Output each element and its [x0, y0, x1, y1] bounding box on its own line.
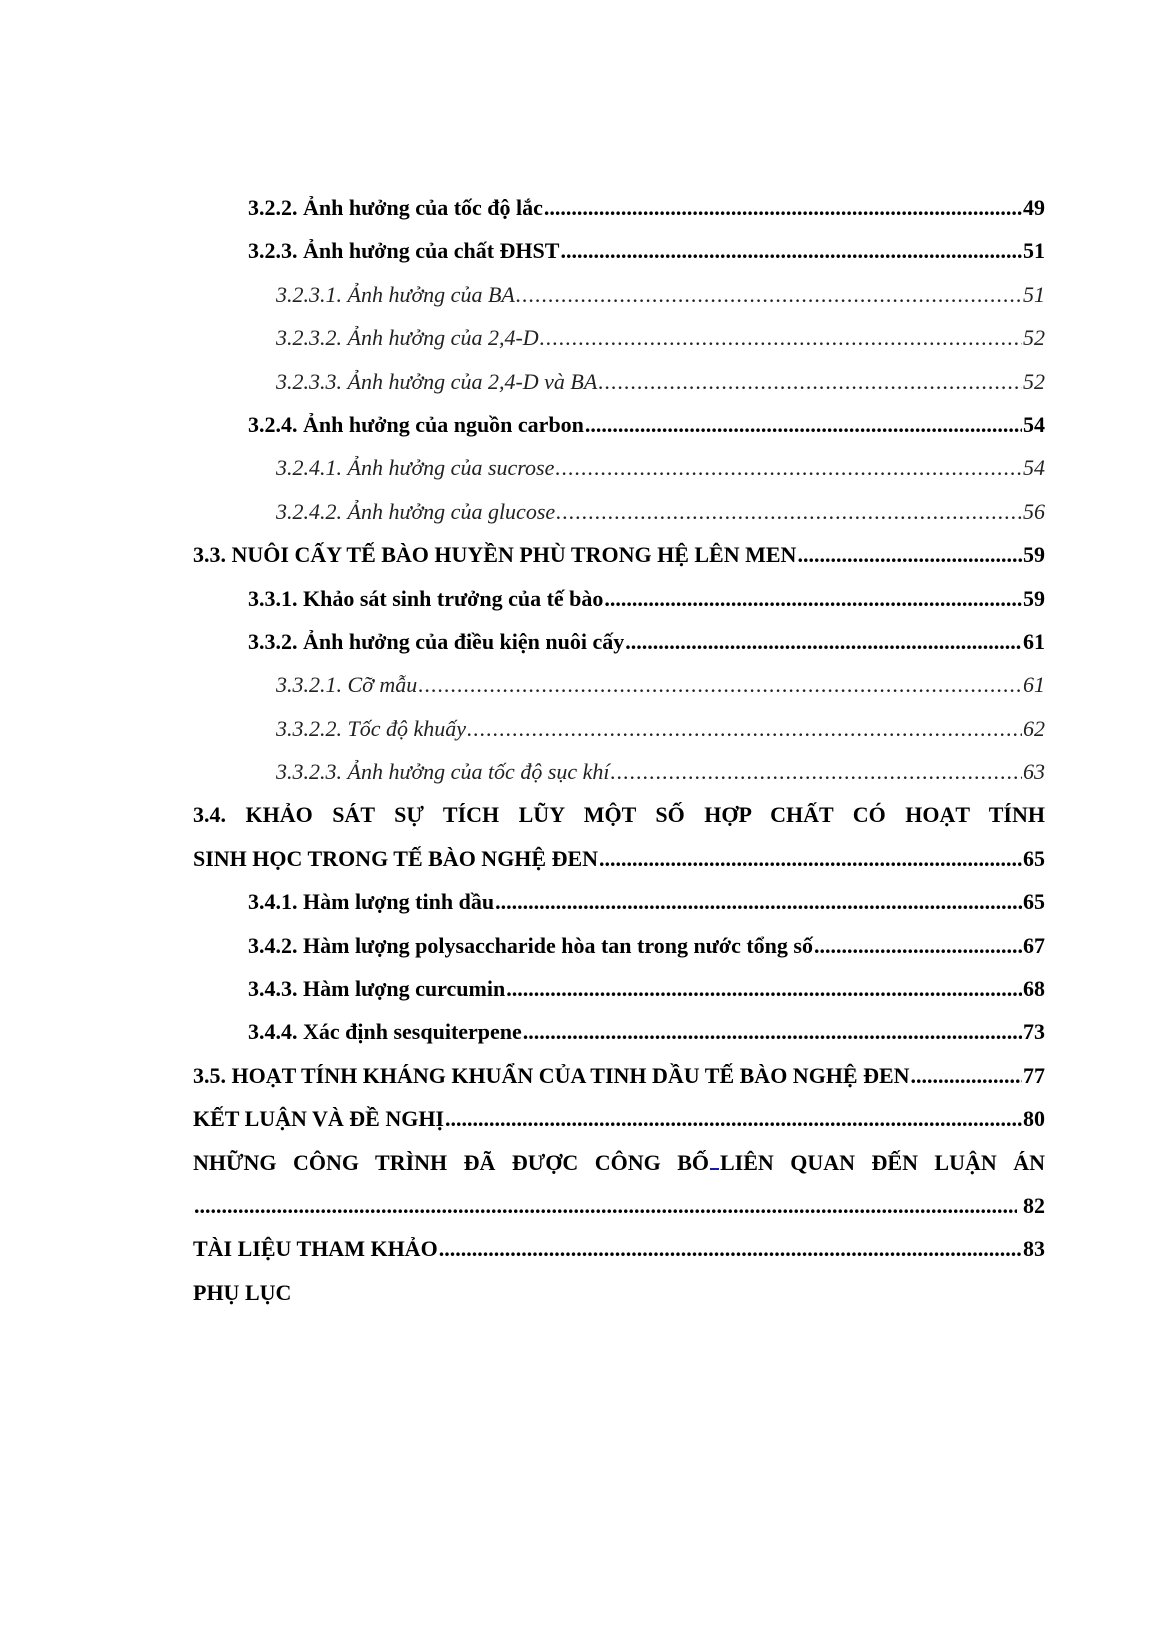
dot-leader [523, 1010, 1022, 1053]
dot-leader [598, 360, 1022, 403]
toc-entry-page: 65 [1023, 889, 1045, 915]
toc-entry-page: 61 [1023, 628, 1045, 654]
toc-entry[interactable] [193, 273, 1045, 316]
toc-entry-title: 3.4. KHẢO SÁT SỰ TÍCH LŨY MỘT SỐ HỢP CHẤT CÓ HOẠT TÍNH [193, 802, 1045, 828]
toc-entry[interactable] [193, 533, 1045, 576]
toc-entry-page: 54 [1023, 411, 1045, 437]
toc-entry[interactable] [193, 229, 1045, 272]
toc-entry-page: 83 [1023, 1236, 1045, 1262]
dot-leader [625, 620, 1022, 663]
toc-entry[interactable] [193, 967, 1045, 1010]
dot-leader [556, 490, 1022, 533]
toc-entry[interactable] [193, 620, 1045, 663]
toc-entry-title: TÀI LIỆU THAM KHẢO [193, 1236, 438, 1262]
toc-entry-page: 62 [1023, 715, 1045, 741]
toc-entry-page: 49 [1023, 195, 1045, 220]
toc-entry[interactable] [193, 750, 1045, 793]
dot-leader [604, 577, 1022, 620]
dot-leader [797, 533, 1022, 576]
dot-leader [544, 186, 1022, 229]
toc-entry-page: 61 [1023, 672, 1045, 698]
toc-entry-page: 59 [1023, 585, 1045, 611]
toc-entry-page: 52 [1023, 368, 1045, 394]
toc-entry[interactable] [193, 707, 1045, 750]
toc-entry-title: 3.4.4. Xác định sesquiterpene [248, 1019, 522, 1045]
dot-leader [611, 750, 1022, 793]
toc-entry[interactable] [193, 186, 1045, 229]
toc-entry-first-line[interactable] [193, 793, 1045, 836]
toc-entry-title-part: LIÊN QUAN ĐẾN LUẬN ÁN [720, 1149, 1045, 1175]
toc-entry-page: 63 [1023, 759, 1045, 785]
toc-entry-title: 3.2.3.3. Ảnh hưởng của 2,4-D và BA [276, 368, 598, 394]
toc-entry[interactable] [193, 1271, 1045, 1314]
toc-entry-page: 77 [1023, 1062, 1045, 1088]
toc-entry-title-part: NHỮNG CÔNG TRÌNH ĐÃ ĐƯỢC CÔNG BỐ [193, 1149, 709, 1175]
toc-entry-page: 54 [1023, 455, 1045, 481]
toc-entry-page-number: 82 [1023, 1192, 1045, 1218]
toc-entry-page: 56 [1023, 498, 1045, 524]
toc-entry-title: 3.4.2. Hàm lượng polysaccharide hòa tan trong nước tổng số [248, 932, 813, 958]
dot-leader [560, 229, 1022, 272]
toc-entry-title: 3.2.2. Ảnh hưởng của tốc độ lắc [248, 195, 543, 220]
toc-entry-title: 3.4.3. Hàm lượng curcumin [248, 976, 506, 1002]
toc-entry-title: 3.5. HOẠT TÍNH KHÁNG KHUẨN CỦA TINH DẦU TẾ BÀO NGHỆ ĐEN [193, 1062, 910, 1088]
toc-entry-title: 3.3.2.2. Tốc độ khuấy [276, 715, 467, 741]
dot-leader [814, 924, 1022, 967]
toc-entry-page: 68 [1023, 976, 1045, 1002]
toc-entry[interactable] [193, 837, 1045, 880]
toc-entry-title: 3.2.3. Ảnh hưởng của chất ĐHST [248, 238, 560, 264]
toc-entry-page: 73 [1023, 1019, 1045, 1045]
toc-entry-title: 3.3.2.1. Cỡ mẫu [276, 672, 418, 698]
dot-leader [194, 1184, 1017, 1227]
toc-entry[interactable] [193, 403, 1045, 446]
dot-leader [439, 1227, 1022, 1270]
underline-mark [710, 1168, 719, 1170]
toc-entry[interactable] [193, 446, 1045, 489]
dot-leader [445, 1097, 1022, 1140]
dot-leader [599, 837, 1022, 880]
toc-entry-page: 51 [1023, 281, 1045, 307]
dot-leader [555, 446, 1022, 489]
toc-entry-title: 3.2.4.2. Ảnh hưởng của glucose [276, 498, 556, 524]
dot-leader [516, 273, 1022, 316]
toc-entry[interactable] [193, 1097, 1045, 1140]
toc-entry-page: 80 [1023, 1106, 1045, 1132]
toc-entry-page: 52 [1023, 325, 1045, 351]
toc-entry[interactable] [193, 663, 1045, 706]
toc-entry-title: 3.3.1. Khảo sát sinh trưởng của tế bào [248, 585, 604, 611]
dot-leader [585, 403, 1022, 446]
toc-entry-page: 59 [1023, 542, 1045, 568]
toc-entry-title: 3.3. NUÔI CẤY TẾ BÀO HUYỀN PHÙ TRONG HỆ LÊN MEN [193, 542, 797, 568]
toc-entry[interactable] [193, 577, 1045, 620]
dot-leader [495, 880, 1022, 923]
toc-entry[interactable] [193, 360, 1045, 403]
toc-entry-title: 3.2.4. Ảnh hưởng của nguồn carbon [248, 411, 584, 437]
toc-entry-title: KẾT LUẬN VÀ ĐỀ NGHỊ [193, 1106, 445, 1132]
toc-entry-first-line[interactable] [193, 1141, 1045, 1184]
toc-entry-title: SINH HỌC TRONG TẾ BÀO NGHỆ ĐEN [193, 845, 599, 871]
toc-entry-page: 51 [1023, 238, 1045, 264]
toc-entry[interactable] [193, 490, 1045, 533]
toc-entry-title: 3.2.4.1. Ảnh hưởng của sucrose [276, 455, 555, 481]
dot-leader [467, 707, 1022, 750]
toc-entry-title: 3.3.2. Ảnh hưởng của điều kiện nuôi cấy [248, 628, 625, 654]
toc-entry-title: 3.2.3.1. Ảnh hưởng của BA [276, 281, 515, 307]
toc-entry-page [1018, 1184, 1046, 1227]
dot-leader [418, 663, 1022, 706]
toc-entry[interactable] [193, 880, 1045, 923]
toc-entry[interactable] [193, 316, 1045, 359]
toc-entry-title: 3.2.3.2. Ảnh hưởng của 2,4-D [276, 325, 539, 351]
toc-entry[interactable] [193, 1010, 1045, 1053]
table-of-contents [193, 186, 1045, 1314]
toc-entry-page: 67 [1023, 932, 1045, 958]
toc-entry-title: PHỤ LỤC [193, 1279, 292, 1305]
toc-entry[interactable] [193, 1227, 1045, 1270]
toc-entry-page: 65 [1023, 845, 1045, 871]
toc-entry[interactable] [193, 924, 1045, 967]
toc-entry[interactable] [193, 1054, 1045, 1097]
toc-entry-title [193, 1141, 1045, 1184]
toc-entry-title: 3.4.1. Hàm lượng tinh dầu [248, 889, 495, 915]
dot-leader [540, 316, 1022, 359]
toc-entry[interactable] [193, 1184, 1045, 1227]
dot-leader [911, 1054, 1022, 1097]
toc-entry-title: 3.3.2.3. Ảnh hưởng của tốc độ sục khí [276, 759, 610, 785]
dot-leader [506, 967, 1022, 1010]
